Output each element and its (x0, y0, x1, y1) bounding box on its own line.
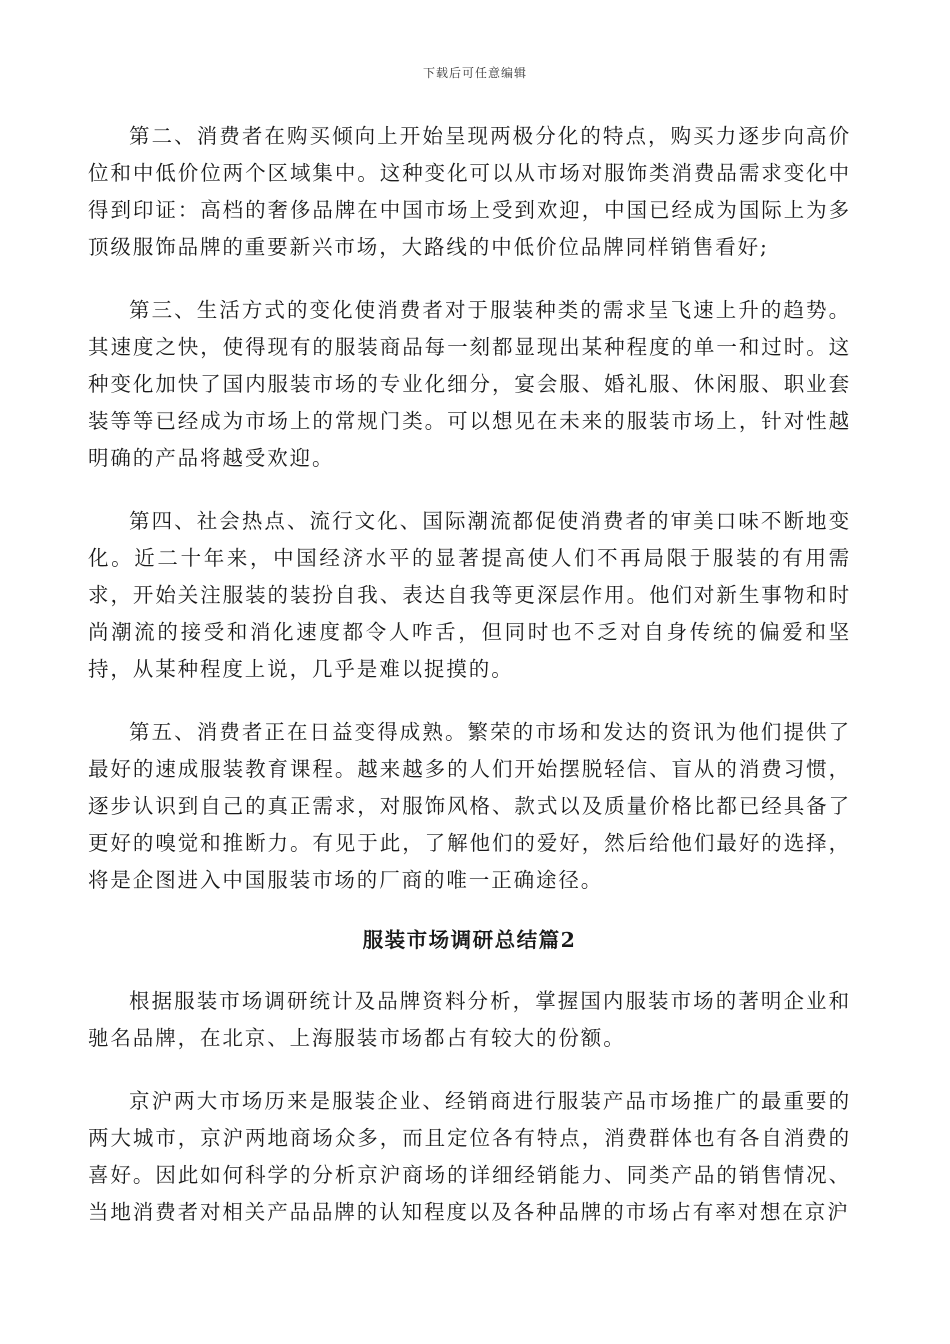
paragraph-fourth-point: 第四、社会热点、流行文化、国际潮流都促使消费者的审美口味不断地变化。近二十年来，中国经济水平的显著提高使人们不再局限于服装的有用需求，开始关注服装的装扮自我、表达自我等更深层作用。他们对新生事物和时尚潮流的接受和消化速度都令人咋舌，但同时也不乏对自身传统的偏爱和坚持，从某种程度上说，几乎是难以捉摸的。 (88, 509, 851, 681)
paragraph-survey-intro: 根据服装市场调研统计及品牌资料分析，掌握国内服装市场的著明企业和驰名品牌，在北京、上海服装市场都占有较大的份额。 (88, 989, 851, 1050)
document-body (88, 118, 851, 1257)
paragraph-beijing-shanghai-markets: 京沪两大市场历来是服装企业、经销商进行服装产品市场推广的最重要的两大城市，京沪两地商场众多，而且定位各有特点，消费群体也有各自消费的喜好。因此如何科学的分析京沪商场的详细经销能力、同类产品的销售情况、当地消费者对相关产品品牌的认知程度以及各种品牌的市场占有率对想在京沪 (88, 1089, 851, 1224)
section-title: 服装市场调研总结篇2 (362, 928, 577, 952)
paragraph-second-point: 第二、消费者在购买倾向上开始呈现两极分化的特点，购买力逐步向高价位和中低价位两个区域集中。这种变化可以从市场对服饰类消费品需求变化中得到印证：高档的奢侈品牌在中国市场上受到欢迎，中国已经成为国际上为多顶级服饰品牌的重要新兴市场，大路线的中低价位品牌同样销售看好; (88, 124, 851, 259)
paragraph-fifth-point: 第五、消费者正在日益变得成熟。繁荣的市场和发达的资讯为他们提供了最好的速成服装教育课程。越来越多的人们开始摆脱轻信、盲从的消费习惯，逐步认识到自己的真正需求，对服饰风格、款式以及质量价格比都已经具备了更好的嗅觉和推断力。有见于此，了解他们的爱好，然后给他们最好的选择，将是企图进入中国服装市场的厂商的唯一正确途径。 (88, 720, 851, 892)
paragraph-third-point: 第三、生活方式的变化使消费者对于服装种类的需求呈飞速上升的趋势。其速度之快，使得现有的服装商品每一刻都显现出某种程度的单一和过时。这种变化加快了国内服装市场的专业化细分，宴会服、婚礼服、休闲服、职业套装等等已经成为市场上的常规门类。可以想见在未来的服装市场上，针对性越明确的产品将越受欢迎。 (88, 298, 851, 470)
header-note: 下载后可任意编辑 (422, 66, 527, 80)
